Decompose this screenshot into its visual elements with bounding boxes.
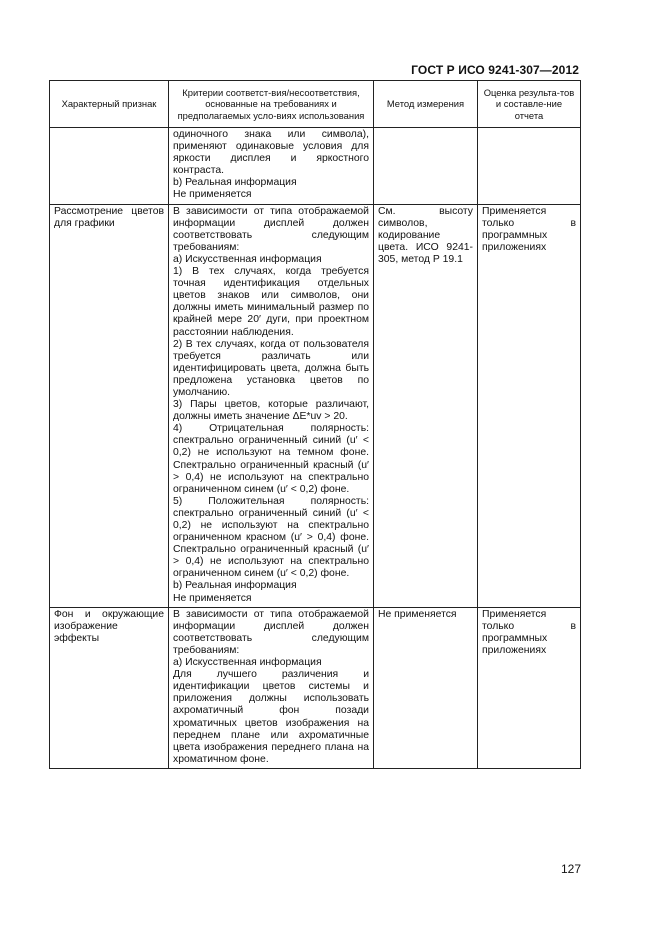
- criteria-paragraph: одиночного знака или символа), применяют одинаковые условия для яркости дисплея и яркостного контраста.: [173, 129, 369, 177]
- column-header-method: Метод измерения: [374, 81, 478, 128]
- criteria-paragraph: 2) В тех случаях, когда от пользователя требуется различать или идентифицировать цвета, должна быть предложена установка цветов по умолчанию.: [173, 338, 369, 398]
- criteria-paragraph: а) Искусственная информация: [173, 657, 322, 669]
- criteria-paragraph: 5) Положительная полярность: спектрально ограниченный синий (u′ < 0,2) не используют на спектрально ограниченном красном (u′ > 0,4) фоне. Спектрально ограниченный красный (u′ > 0,4) не используют на спектрально ограниченном синем (u′ < 0,2) фоне.: [173, 495, 369, 580]
- requirements-table: [49, 80, 581, 769]
- criteria-paragraph: В зависимости от типа отображаемой информации дисплей должен соответствовать следующим требованиям:: [173, 205, 369, 253]
- criteria-paragraph: 4) Отрицательная полярность: спектрально ограниченный синий (u′ < 0,2) не используют на темном фоне. Спектрально ограниченный красный (u′ > 0,4) не используют на спектрально ограниченном синем (u′ < 0,2) фоне.: [173, 423, 369, 495]
- column-header-criteria: Критерии соответст-вия/несоответствия, основанные на требованиях и предполагаемых усло-виях использования: [169, 81, 374, 128]
- standard-designation: ГОСТ Р ИСО 9241-307—2012: [411, 63, 579, 77]
- criteria-paragraph: b) Реальная информация: [173, 580, 297, 592]
- table-row: [50, 607, 581, 768]
- criteria-paragraph: Не применяется: [173, 189, 252, 201]
- column-header-assessment: Оценка результа-тов и составле-ние отчета: [478, 81, 581, 128]
- table-header-row: [50, 81, 581, 128]
- column-header-feature: Характерный признак: [50, 81, 169, 128]
- method-cell: См. высоту символов, кодирование цвета. ИСО 9241-305, метод Р 19.1: [374, 204, 478, 607]
- criteria-paragraph: Не применяется: [173, 592, 252, 604]
- feature-cell: [50, 128, 169, 205]
- feature-cell: Рассмотрение цветов для графики: [50, 204, 169, 607]
- table-row: [50, 128, 581, 205]
- criteria-cell: [169, 607, 374, 768]
- criteria-paragraph: b) Реальная информация: [173, 177, 297, 189]
- assessment-cell: Применяется только в программных приложениях: [478, 204, 581, 607]
- criteria-paragraph: В зависимости от типа отображаемой информации дисплей должен соответствовать следующим требованиям:: [173, 608, 369, 656]
- feature-cell: Фон и окружающие изображение эффекты: [50, 607, 169, 768]
- criteria-paragraph: 3) Пары цветов, которые различают, должны иметь значение ΔE*uv > 20.: [173, 399, 369, 423]
- method-cell: Не применяется: [374, 607, 478, 768]
- criteria-paragraph: а) Искусственная информация: [173, 253, 322, 265]
- criteria-paragraph: Для лучшего различения и идентификации цветов системы и приложения должны использовать ахроматичный фон позади хроматичных цветов изображения на переднем плане или ахроматичные цвета изображения переднего плана на хроматичном фоне.: [173, 669, 369, 765]
- assessment-cell: [478, 128, 581, 205]
- criteria-cell: [169, 128, 374, 205]
- criteria-cell: [169, 204, 374, 607]
- criteria-paragraph: 1) В тех случаях, когда требуется точная идентификация отдельных цветов знаков или символов, они должны иметь минимальный размер по крайней мере 20′ дуги, при проектном расстоянии наблюдения.: [173, 266, 369, 338]
- page-number: 127: [560, 862, 581, 876]
- method-cell: [374, 128, 478, 205]
- table-row: [50, 204, 581, 607]
- assessment-cell: Применяется только в программных приложениях: [478, 607, 581, 768]
